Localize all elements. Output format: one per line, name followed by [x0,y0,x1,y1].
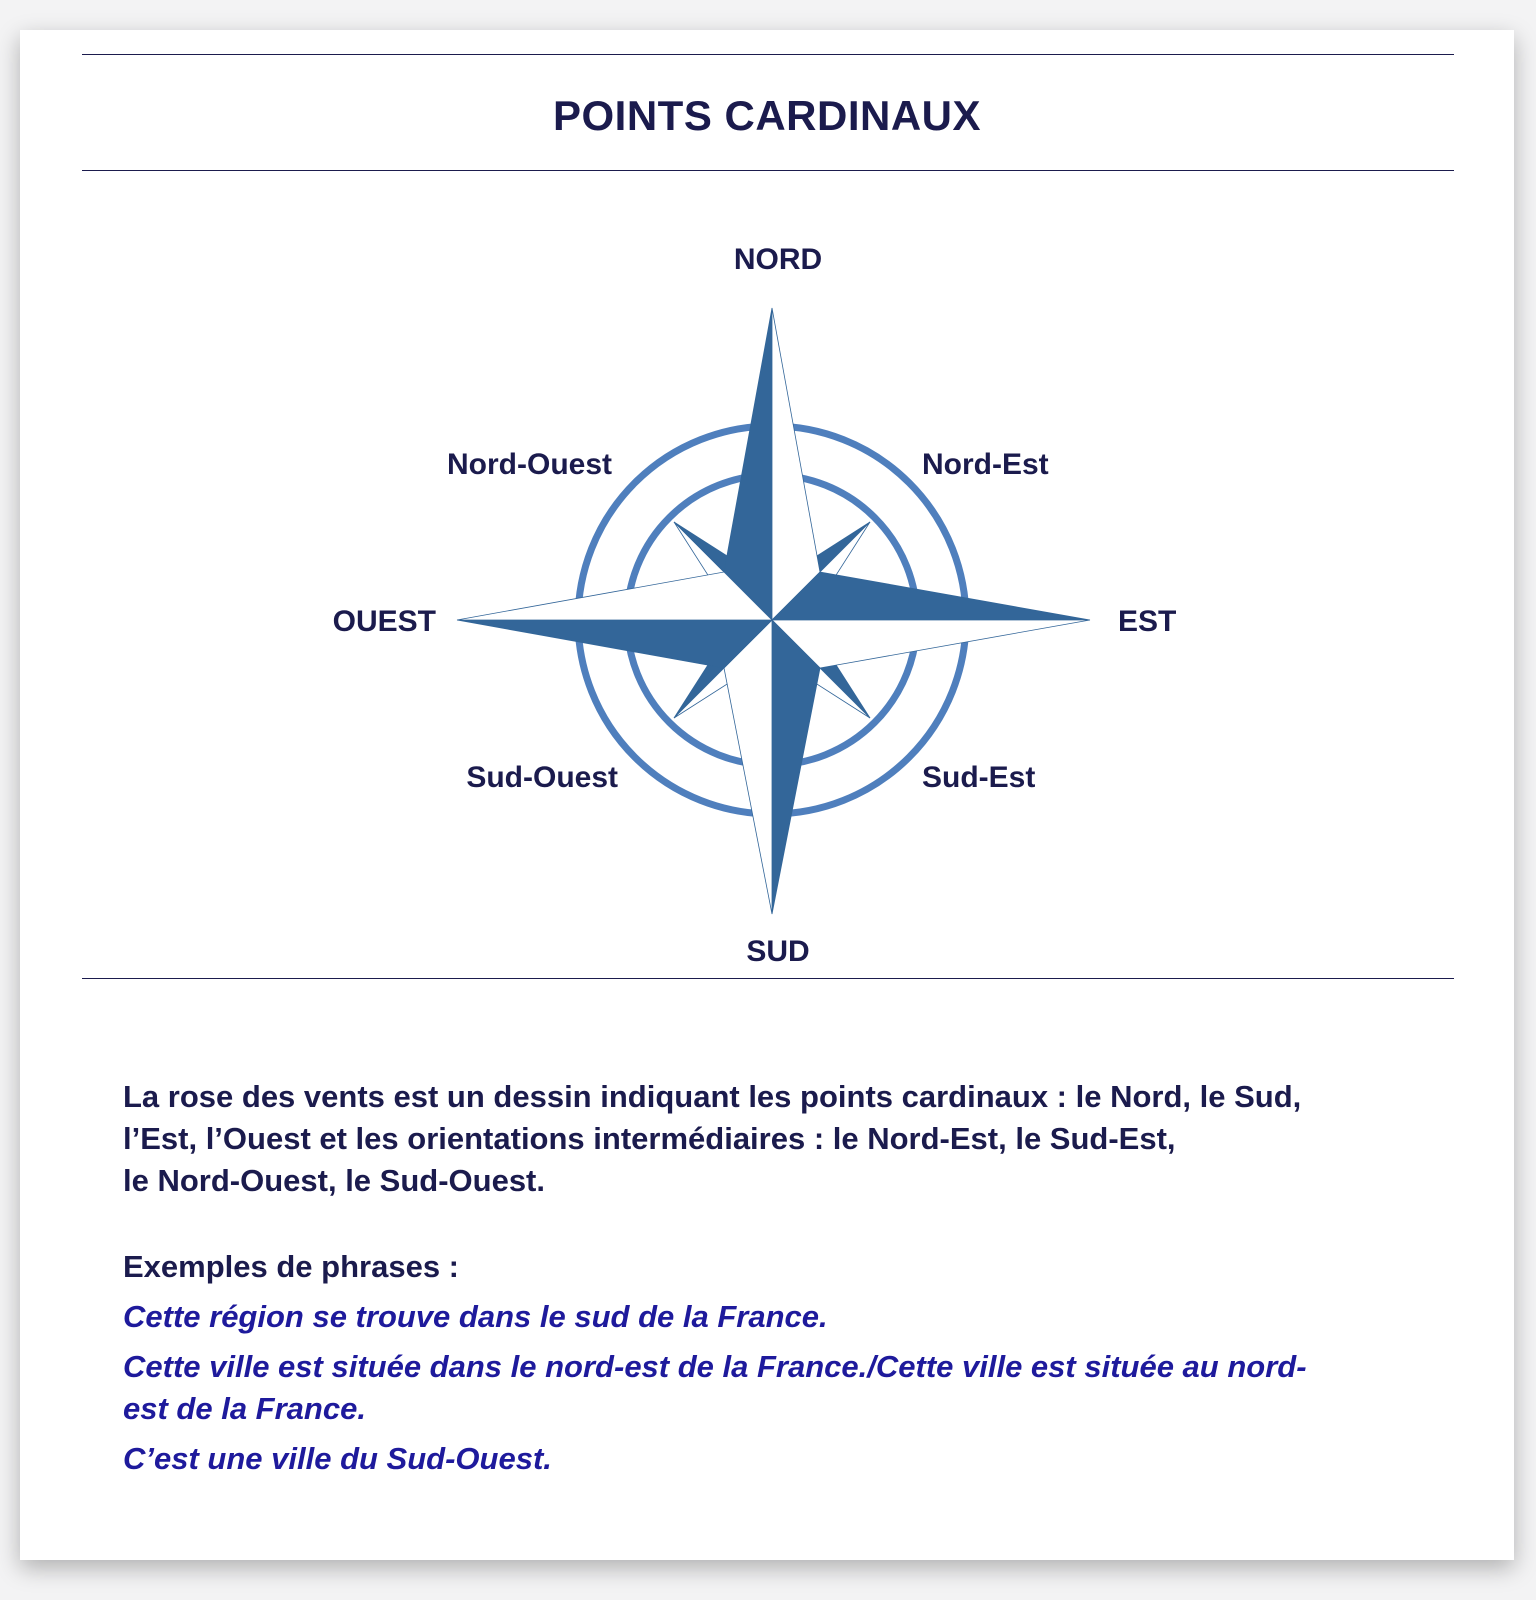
page-title: POINTS CARDINAUX [552,92,982,139]
compass-rose-graphic [270,205,1270,995]
title-divider [82,170,1454,171]
examples-heading: Exemples de phrases : [123,1249,459,1284]
label-southeast: Sud-Est [922,761,1036,794]
label-west: OUEST [332,605,436,638]
compass-divider [82,978,1454,979]
label-northeast: Nord-Est [922,448,1049,481]
description-line: le Nord-Ouest, le Sud-Ouest. [123,1163,545,1198]
cardinal-points [457,308,1090,914]
description [123,1076,1383,1202]
label-northwest: Nord-Ouest [447,448,612,481]
example-sentence: Cette région se trouve dans le sud de la France. [123,1299,828,1334]
label-southwest: Sud-Ouest [466,761,618,794]
example-sentence: Cette ville est située dans le nord-est de la France./Cette ville est située au nord-est de la France. [123,1349,1307,1426]
label-north: NORD [733,243,823,276]
compass-rose [270,205,1270,995]
examples-list [123,1296,1323,1488]
description-line: La rose des vents est un dessin indiquant les points cardinaux : le Nord, le Sud, [123,1079,1302,1114]
label-south: SUD [746,935,810,968]
label-east: EST [1118,605,1177,638]
top-divider [82,54,1454,55]
card [20,30,1514,1560]
description-line: l’Est, l’Ouest et les orientations intermédiaires : le Nord-Est, le Sud-Est, [123,1121,1176,1156]
example-sentence: C’est une ville du Sud-Ouest. [123,1441,552,1476]
